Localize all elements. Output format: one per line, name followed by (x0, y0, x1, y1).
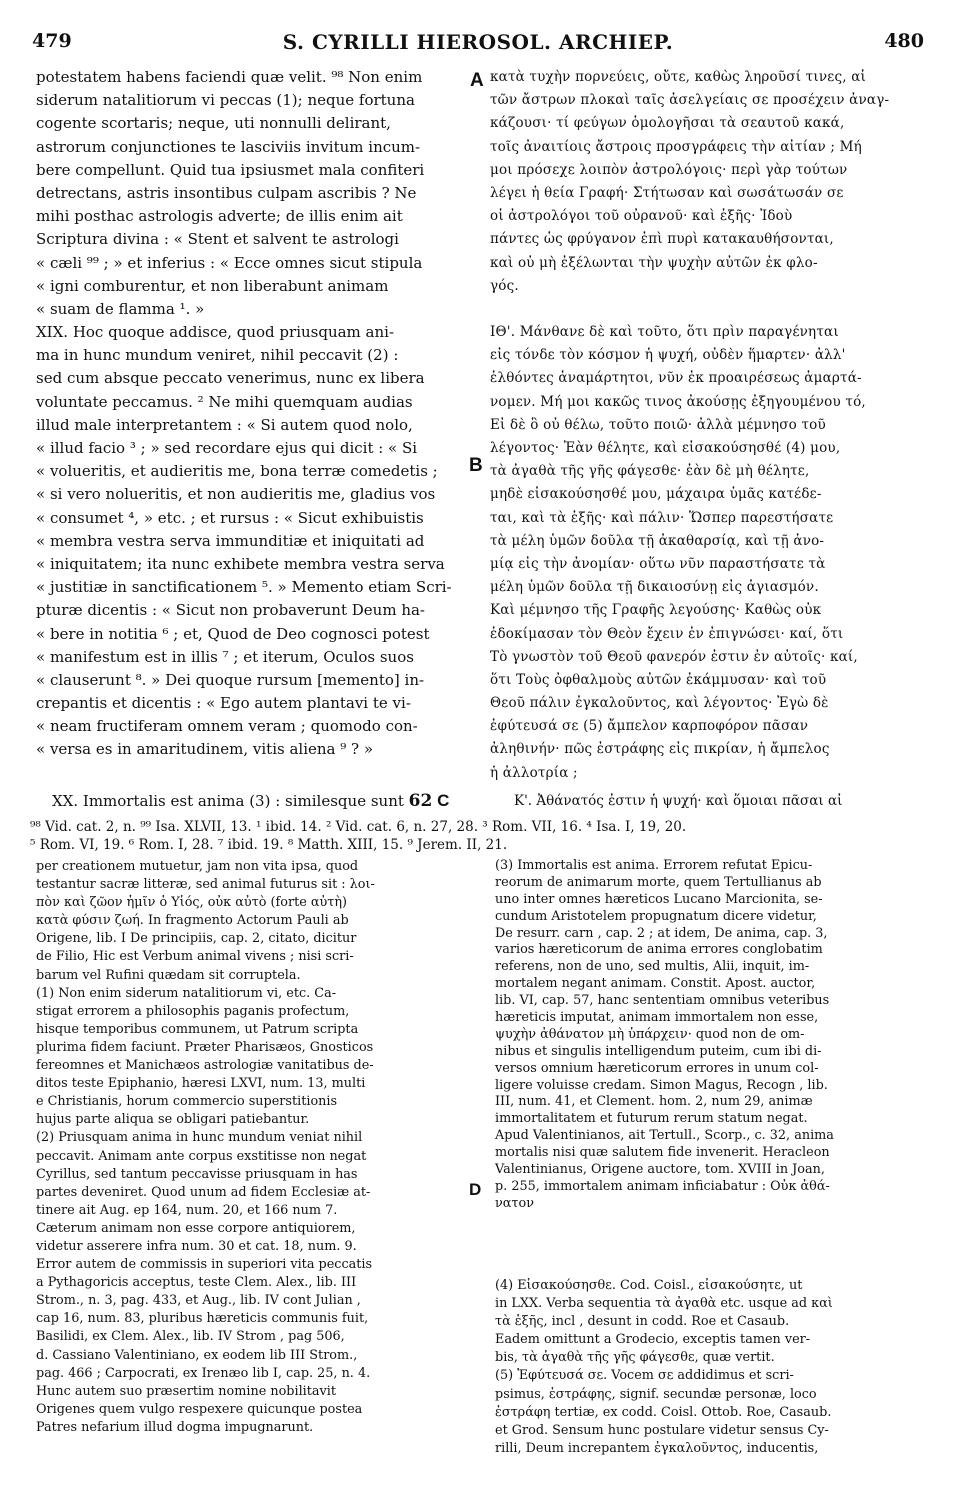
text-line: bis, τὰ ἀγαθὰ τῆς γῆς φάγεσθε, quæ vertit. (495, 1350, 775, 1366)
text-line: varios hæreticorum de anima errores conglobatim (495, 942, 823, 958)
text-line: εἰς τόνδε τὸν κόσμον ἡ ψυχή, οὐδὲν ἥμαρτεν· ἀλλ' (490, 347, 846, 364)
text-line: reorum de animarum morte, quem Tertullianus ab (495, 874, 822, 890)
notes-right-column-a (495, 858, 925, 1218)
text-line: πάντες ὡς φρύγανον ἐπὶ πυρὶ κατακαυθήσονται, (490, 231, 834, 248)
text-line: (2) Priusquam anima in hunc mundum veniat nihil (36, 1130, 363, 1146)
text-line: Strom., n. 3, pag. 433, et Aug., lib. IV cont Julian , (36, 1293, 361, 1309)
text-line: bere compellunt. Quid tua ipsiusmet mala confiteri (36, 160, 425, 179)
text-line: mortalis nisi quæ salutem fide invenerit. Heracleon (495, 1145, 830, 1161)
text-line: mihi posthac astrologis adverte; de illis enim ait (36, 207, 403, 226)
text-line: detrectans, astris insontibus culpam ascribis ? Ne (36, 183, 417, 202)
text-line: τὰ ἀγαθὰ τῆς γῆς φάγεσθε· ἐὰν δὲ μὴ θέλητε, (490, 463, 810, 480)
footnote-refs-line-2: ⁵ Rom. VI, 19. ⁶ Rom. I, 28. ⁷ ibid. 19. ⁸ Matth. XIII, 15. ⁹ Jerem. II, 21. (30, 837, 508, 853)
text-line: ὅτι Τοὺς ὀφθαλμοὺς αὐτῶν ἐκάμμυσαν· καὶ τοῦ (490, 671, 827, 688)
text-line: cundum Aristotelem propugnatum dicere videtur, (495, 908, 817, 924)
text-line: a Pythagoricis acceptus, teste Clem. Alex., lib. III (36, 1275, 357, 1291)
text-line: μοι πρόσεχε λοιπὸν ἀστρολόγοις· περὶ γὰρ τούτων (490, 161, 848, 178)
text-line: fereomnes et Manichæos astrologiæ vanitatibus de- (36, 1058, 374, 1074)
text-line: οἱ ἀστρολόγοι τοῦ οὐρανοῦ· καὶ ἑξῆς· Ἰδοὺ (490, 208, 793, 225)
latin-column (36, 66, 466, 766)
text-line: tinere ait Aug. ep 164, num. 20, et 166 num 7. (36, 1202, 338, 1218)
text-line: « clauserunt ⁸. » Dei quoque rursum [memento] in- (36, 670, 425, 689)
text-line: ἀληθινήν· πῶς ἐστράφης εἰς πικρίαν, ἡ ἄμπελος (490, 741, 830, 758)
text-line: cap 16, num. 83, pluribus hæreticis communis fuit, (36, 1311, 369, 1327)
text-line: « justitiæ in sanctificationem ⁵. » Memento etiam Scri- (36, 578, 452, 597)
text-line: Εἰ δὲ ὃ οὐ θέλω, τοῦτο ποιῶ· ἀλλὰ μέμνησο τοῦ (490, 416, 826, 433)
text-line: « volueritis, et audieritis me, bona terræ comedetis ; (36, 462, 438, 481)
text-line: κατὰ τυχὴν πορνεύεις, οὔτε, καθὼς ληροῦσί τινες, αἱ (490, 69, 866, 85)
text-line: « manifestum est in illis ⁷ ; et iterum, Oculos suos (36, 647, 414, 666)
text-line: cogente scortaris; neque, uti nonnulli delirant, (36, 114, 391, 133)
text-line: Cæterum animam non esse corpore antiquiorem, (36, 1220, 356, 1236)
text-line: ἐλθόντες ἀναμάρτητοι, νῦν ἐκ προαιρέσεως ἁμαρτά- (490, 370, 862, 387)
text-line: « bere in notitia ⁶ ; et, Quod de Deo cognosci potest (36, 624, 430, 643)
text-line: illud male interpretantem : « Si autem quod nolo, (36, 415, 413, 434)
section-xx-line (52, 790, 925, 812)
text-line: μηδὲ εἰσακούσησθέ μου, μάχαιρα ὑμᾶς κατέδε- (490, 486, 822, 503)
text-line: τὰ ἑξῆς, incl , desunt in codd. Roe et Casaub. (495, 1314, 790, 1330)
text-line: pag. 466 ; Carpocrati, ex Irenæo lib I, cap. 25, n. 4. (36, 1365, 371, 1381)
text-line: ligere voluisse credam. Simon Magus, Recogn , lib. (495, 1077, 828, 1093)
page-number-right: 480 (884, 30, 924, 52)
text-line: Scriptura divina : « Stent et salvent te astrologi (36, 230, 399, 249)
text-line: ditos teste Epiphanio, hæresi LXVI, num. 13, multi (36, 1076, 366, 1092)
margin-marker-d: D (469, 1180, 482, 1199)
text-line: peccavit. Animam ante corpus exstitisse non negat (36, 1148, 367, 1164)
section-xx-latin: XX. Immortalis est anima (3) : similesque sunt (52, 792, 404, 810)
text-line: (1) Non enim siderum natalitiorum vi, etc. Ca- (36, 985, 337, 1001)
text-line: Basilidi, ex Clem. Alex., lib. IV Strom , pag 506, (36, 1329, 345, 1345)
text-line: τὰ μέλη ὑμῶν δοῦλα τῇ ἀκαθαρσίᾳ, καὶ τῇ ἀνο- (490, 532, 825, 549)
text-line: μέλη ὑμῶν δοῦλα τῇ δικαιοσύνῃ εἰς ἁγιασμόν. (490, 579, 819, 596)
text-line: uno inter omnes hæreticos Lucano Marcionita, se- (495, 891, 823, 907)
text-line: immortalitatem et futurum rerum statum negat. (495, 1111, 808, 1127)
text-line: crepantis et dicentis : « Ego autem plantavi te vi- (36, 694, 411, 713)
text-line: ἐδοκίμασαν τὸν Θεὸν ἔχειν ἐν ἐπιγνώσει· καί, ὅτι (490, 625, 844, 642)
text-line: de Filio, Hic est Verbum animal vivens ; nisi scri- (36, 949, 354, 965)
text-line: ma in hunc mundum veniret, nihil peccavit (2) : (36, 346, 399, 365)
text-line: « cæli ⁹⁹ ; » et inferius : « Ecce omnes sicut stipula (36, 253, 423, 272)
running-header (32, 30, 924, 56)
text-line: psimus, ἐστράφης, signif. secundæ personæ, loco (495, 1386, 817, 1402)
text-line: siderum natalitiorum vi peccas (1); neque fortuna (36, 91, 415, 110)
margin-marker-c: C (437, 791, 450, 810)
text-line: barum vel Rufini quædam sit corruptela. (36, 967, 301, 983)
text-line: partes deveniret. Quod unum ad fidem Ecclesiæ at- (36, 1184, 371, 1200)
text-line: stigat errorem a philosophis paganis profectum, (36, 1003, 350, 1019)
text-line: e Christianis, horum commercio superstitionis (36, 1094, 338, 1110)
text-line: Cyrillus, sed tantum peccavisse priusquam in has (36, 1166, 358, 1182)
margin-marker-b: B (469, 455, 483, 476)
text-line: ψυχὴν ἀθάνατον μὴ ὑπάρχειν· quod non de om- (495, 1026, 805, 1042)
text-line: hisque temporibus communem, ut Patrum scripta (36, 1021, 359, 1037)
text-line: « membra vestra serva immunditiæ et iniquitati ad (36, 531, 425, 550)
text-line: νατον (495, 1195, 534, 1211)
text-line: Error autem de commissis in superiori vita peccatis (36, 1257, 373, 1273)
page-number-left: 479 (32, 30, 72, 52)
text-line: « neam fructiferam omnem veram ; quomodo con- (36, 717, 418, 736)
text-line: λέγει ἡ θεία Γραφή· Στήτωσαν καὶ σωσάτωσάν σε (490, 184, 844, 201)
text-line: « igni comburentur, et non liberabunt animam (36, 276, 389, 295)
margin-marker-a: A (470, 70, 484, 91)
text-line: « versa es in amaritudinem, vitis aliena ⁹ ? » (36, 740, 374, 759)
text-line: versos omnium hæreticorum errores in unum col- (495, 1060, 819, 1076)
text-line: XIX. Hoc quoque addisce, quod priusquam ani- (36, 323, 395, 342)
text-line: ΙΘ'. Μάνθανε δὲ καὶ τοῦτο, ὅτι πρὶν παραγένηται (490, 324, 839, 341)
text-line: νομεν. Μή μοι κακῶς τινος ἀκούσῃς ἐξηγουμένου τό, (490, 393, 866, 410)
text-line: Καὶ μέμνησο τῆς Γραφῆς λεγούσης· Καθὼς οὐκ (490, 602, 822, 619)
text-line: per creationem mutuetur, jam non vita ipsa, quod (36, 859, 359, 874)
text-line: γός. (490, 277, 519, 294)
text-line: ται, καὶ τὰ ἑξῆς· καὶ πάλιν· Ὥσπερ παρεστήσατε (490, 509, 834, 526)
text-line: Origenes quem vulgo respexere quicunque postea (36, 1401, 363, 1417)
text-line: καὶ οὐ μὴ ἐξέλωνται τὴν ψυχὴν αὐτῶν ἐκ φλο- (490, 254, 818, 271)
text-line: « illud facio ³ ; » sed recordare ejus qui dicit : « Si (36, 439, 418, 457)
footnote-refs-line-1: ⁹⁸ Vid. cat. 2, n. ⁹⁹ Isa. XLVII, 13. ¹ ibid. 14. ² Vid. cat. 6, n. 27, 28. ³ Rom. VII, 16. ⁴ Isa. I, 19, 20. (30, 819, 687, 835)
text-line: potestatem habens faciendi quæ velit. ⁹⁸ Non enim (36, 68, 423, 86)
text-line: « si vero nolueritis, et non audieritis me, gladius vos (36, 485, 436, 504)
text-line: ἐστράφη tertiæ, ex codd. Coisl. Ottob. Roe, Casaub. (495, 1404, 832, 1420)
text-line: μίᾳ εἰς τὴν ἀνομίαν· οὕτω νῦν παραστήσατε τὰ (490, 555, 826, 572)
text-line: voluntate peccamus. ² Ne mihi quemquam audias (36, 392, 413, 411)
text-line: « suam de flamma ¹. » (36, 299, 205, 318)
text-line: videtur asserere infra num. 30 et cat. 18, num. 9. (36, 1238, 357, 1254)
text-line: Eadem omittunt a Grodecio, exceptis tamen ver- (495, 1332, 811, 1348)
text-line: τοῖς ἀναιτίοις ἄστροις προσγράφεις τὴν αἰτίαν ; Μή (490, 138, 862, 155)
text-line: lib. VI, cap. 57, hanc sententiam omnibus veteribus (495, 993, 830, 1009)
text-line: hujus parte aliqua se obligari patiebantur. (36, 1112, 310, 1128)
text-line: III, num. 41, et Clement. hom. 2, num 29, animæ (495, 1094, 813, 1110)
text-line: mortalem negant animam. Constit. Apost. auctor, (495, 976, 816, 992)
text-line: testantur sacræ litteræ, sed animal futurus sit : λοι- (36, 877, 375, 893)
text-line (490, 298, 925, 321)
text-line: Hunc autem suo præsertim nomine nobilitavit (36, 1383, 336, 1399)
section-xx-greek: Κ'. Ἀθάνατός ἐστιν ἡ ψυχή· καὶ ὅμοιαι πᾶσαι αἱ (514, 793, 843, 809)
notes-right-column-b (495, 1277, 925, 1457)
text-line: Patres nefarium illud dogma impugnarunt. (36, 1419, 314, 1435)
text-line: ἡ ἀλλοτρία ; (490, 764, 578, 781)
text-line: astrorum conjunctiones te lasciviis invitum incum- (36, 137, 421, 156)
text-line: κάζουσι· τί φεύγων ὁμολογῆσαι τὰ σεαυτοῦ κακά, (490, 115, 845, 132)
running-title: S. CYRILLI HIEROSOL. ARCHIEP. (282, 30, 674, 54)
text-line: (4) Εἰσακούσησθε. Cod. Coisl., εἰσακούσητε, ut (495, 1278, 803, 1293)
text-line: « consumet ⁴, » etc. ; et rursus : « Sicut exhibuistis (36, 508, 424, 527)
text-line: pturæ dicentis : « Sicut non probaverunt Deum ha- (36, 601, 425, 620)
greek-column (490, 66, 925, 781)
text-line: et Grod. Sensum hunc postulare videtur sensus Cy- (495, 1422, 829, 1438)
text-line: ἐφύτευσά σε (5) ἄμπελον καρποφόρον πᾶσαν (490, 718, 809, 735)
text-line: referens, non de uno, sed multis, Alii, inquit, im- (495, 959, 810, 975)
text-line: Origene, lib. I De principiis, cap. 2, citato, dicitur (36, 931, 357, 947)
text-line: in LXX. Verba sequentia τὰ ἀγαθὰ etc. usque ad καὶ (495, 1296, 833, 1312)
text-line: τῶν ἄστρων πλοκαὶ ταῖς ἀσελγείαις σε προσέχειν ἀναγ- (490, 92, 890, 109)
text-line: De resurr. carn , cap. 2 ; at idem, De anima, cap. 3, (495, 925, 828, 941)
text-line: πὸν καὶ ζῶον ἡμῖν ὁ Υἱός, οὐκ αὐτὸ (forte αὐτὴ) (36, 895, 348, 911)
text-line: plurima fidem faciunt. Præter Pharisæos, Gnosticos (36, 1039, 374, 1055)
text-line: p. 255, immortalem animam inficiabatur : Οὐκ ἀθά- (495, 1178, 830, 1194)
notes-left-column (36, 858, 466, 1458)
text-line: sed cum absque peccato venerimus, nunc ex libera (36, 369, 425, 388)
text-line: Τὸ γνωστὸν τοῦ Θεοῦ φανερόν ἐστιν ἐν αὐτοῖς· καί, (490, 648, 858, 665)
text-line: Apud Valentinianos, ait Tertull., Scorp., c. 32, anima (495, 1128, 834, 1144)
text-line: d. Cassiano Valentiniano, ex eodem lib III Strom., (36, 1347, 358, 1363)
text-line: (5) Ἐφύτευσά σε. Vocem σε addidimus et scri- (495, 1368, 794, 1384)
text-line: rilli, Deum increpantem ἐγκαλοῦντος, inducentis, (495, 1440, 819, 1456)
text-line: hæreticis imputat, animam immortalem non esse, (495, 1010, 819, 1026)
column-number: 62 (408, 791, 433, 811)
text-line: nibus et singulis intelligendum puteim, cum ibi di- (495, 1043, 822, 1059)
text-line: λέγοντος· Ἐὰν θέλητε, καὶ εἰσακούσησθέ (4) μου, (490, 440, 841, 456)
text-line: Valentinianus, Origene auctore, tom. XVIII in Joan, (495, 1162, 825, 1178)
text-line: κατὰ φύσιν ζωή. In fragmento Actorum Pauli ab (36, 913, 349, 929)
text-line: (3) Immortalis est anima. Errorem refutat Epicu- (495, 858, 813, 873)
text-line: « iniquitatem; ita nunc exhibete membra vestra serva (36, 554, 445, 573)
text-line: Θεοῦ πάλιν ἐγκαλοῦντος, καὶ λέγοντος· Ἐγὼ δὲ (490, 695, 829, 712)
